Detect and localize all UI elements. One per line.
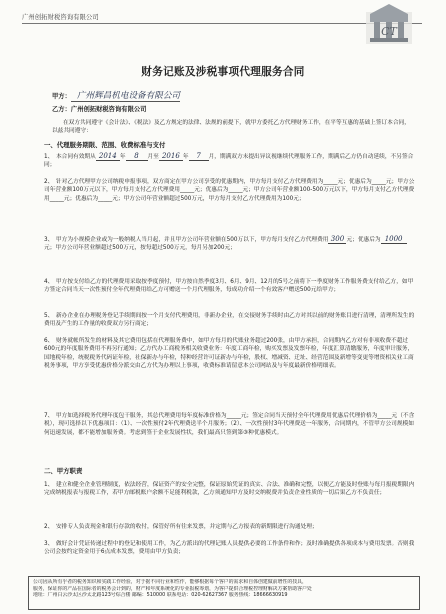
party-a-label: 甲方： <box>52 93 71 100</box>
section1-item-4: 4、 甲方按支付给乙方的代理费用采取按季度预付，甲方按自然季度3月、6月、9月、12月的5号之前将下一季度财务工作服务费支付给乙方，如甲方签定合同当天一次性预付全年代理费用给乙方可赠送一个月代理服务，每成功介绍一个有效客户赠送500元给甲方； <box>44 279 414 294</box>
header-rule <box>22 23 422 24</box>
end-month-field: 7 <box>189 153 209 161</box>
intro-paragraph: 在双方共同遵守《会计法》、《税法》及乙方规定的法律、法规的前提下，就甲方委托乙方代理财务工作，在平等互惠的基础上签订本合同，以兹共同遵守： <box>52 120 410 135</box>
party-a-name: 广州辉昌机电设备有限公司 <box>76 91 181 101</box>
contract-title: 财务记账及涉税事项代理服务合同 <box>141 66 305 78</box>
svg-text:CT: CT <box>381 25 397 38</box>
fee-field-2: 1000 <box>381 236 407 244</box>
fee-field-1: 300 <box>328 236 346 244</box>
section2-item-3: 3、 做好会计凭证传递过程中的登记和使用工作，为乙方派出的代理记账人员提供必要的工作条件和作；及时准确提供各项成本与费用发票。否则我公司会按约定资金用于6点成本发票，费用由甲方负责； <box>44 541 415 556</box>
footer-contact-line: 地址：广州白云沙太区沙太北路123号综合楼 邮编：510000 联系电话：020-62627367 服务热线：18666630919 <box>33 592 288 598</box>
section1-item-7: 7、 甲方如选择税务代理年度包干服务，其总代理费用每年度标准价格为_____元；签定合同当天预付全年代理费用优惠后代理价格为_____元（不含税），现可选择以下优惠项目：（1）、一次性预付2年代理费送半个月服务；（2）、一次性预付3年代理费送一年服务，合同期内，不管甲方公司规模如何迅速发展，都不能增加服务费。考虑到签于企业发展性状，我们最高只签到第③种优惠模式。 <box>44 413 415 436</box>
section1-item-2: 2、 针对乙方代理甲方公司纳税申报事项，双方商定在甲方公司享受的优惠期内，甲方每月支付乙方代理费用为_____元；优惠后为_____元；甲方公司年营业额100万元以下，甲方每月支付乙方代理费用_____元；优惠后为_____元；甲方公司年营业额100-500万元以下，甲方每月支付乙方代理费用_____元；优惠后为_____元；甲方公司年营业额超过500万元，甲方每月支付乙方代理费用为100元； <box>44 179 415 202</box>
party-b-line <box>52 104 146 113</box>
header-company-name: 广州创拓财税咨询有限公司 <box>22 13 99 21</box>
section1-item-1: 1、 本合同有效期从 2014 年 8 月至 2016 年 7 月，期满双方未提出异议视继续代理服务工作，期满后乙方仍自动延续，不另签合同； <box>44 152 414 169</box>
party-a-line <box>52 89 180 102</box>
company-logo-icon <box>364 2 414 48</box>
footer-box <box>28 576 420 610</box>
section2-item-1: 1、 建立和健全企业管理制度，依法经营，保证资产的安全完整，保证原始凭证的真实、合法、准确和完整，以便乙方能及时登账与每月报税期限内完成纳税报表与报税工作，若甲方邮税账户余额不足能利税款，乙方须通知甲方及时交纳税费并负责企业性质的一切后果乙方不负责任； <box>44 482 415 497</box>
section2-item-2: 2、 安排专人负责现金和银行存款的收付，保管好所有往来发票，并定期与乙方报表的新期限进行沟通处理； <box>44 524 318 530</box>
section2-title: 二、甲方职责 <box>44 467 83 475</box>
footer-line-1: 公司因从所有乎者的税务知识和实践工作经验，对于据不同行业和性作，能够根据每个客户的需求和自体创建做前增性的技具， <box>33 579 307 585</box>
start-month-field: 8 <box>126 153 148 161</box>
section1-item-3: 3、 甲方为小规模企业或为一般纳税人当月起，并且甲方公司年营业额在500万以下，甲方每月支付乙方代理费用 300 元；优惠后为 1000元；甲方公司年营业额超过500万元，按每超过500万元，每月另加200元； <box>44 236 416 253</box>
section1-title: 一、代理服务期限、范围、收费标准与支付 <box>44 141 166 149</box>
section1-item-5: 5、 新办企业在办理税务登记手续期间按一个月支付代理费用，非新办企业，在交接财务手续时由乙方对其以前的财务账目进行清理，清理所发生的费用及产生的工作量的收费双方另行商定； <box>44 313 415 328</box>
end-year-field: 2016 <box>159 153 183 161</box>
party-b-name: 广州创拓财税咨询有限公司 <box>70 106 147 113</box>
footer-line-2: 服务，保证你的产品在国际者的税务会计到的，财产和年度系统化的专业报税筹划，为客户提供合理税控理财解决方案帮助客户处 <box>33 585 312 592</box>
party-b-label: 乙方： <box>52 106 71 113</box>
section1-item-6: 6、 财务就帐所发生的材料及其它费用包括在代理服务费中，如甲方每月的代账业务超过200张，由甲方承担，合同期内乙方对有非项收费不超过600元的年度服务费用不再另行通知；乙方代办工商税务相关收费业务：年度工商年检，购买发票及发票年检，年度汇算清缴服务，年度审计服务，国地税年检，统税税务代码证年检，社保新办与年检，特种经营许可证新办与年检，股权、增减资、迁址、经营范围及新增等变更等增资相关业工商税务事项，甲方享受优惠价格分派交由乙方代为办理以上事项，收费标准请留意本公司网站及与年度最新价格明细表。 <box>44 338 414 369</box>
start-year-field: 2014 <box>96 153 120 161</box>
